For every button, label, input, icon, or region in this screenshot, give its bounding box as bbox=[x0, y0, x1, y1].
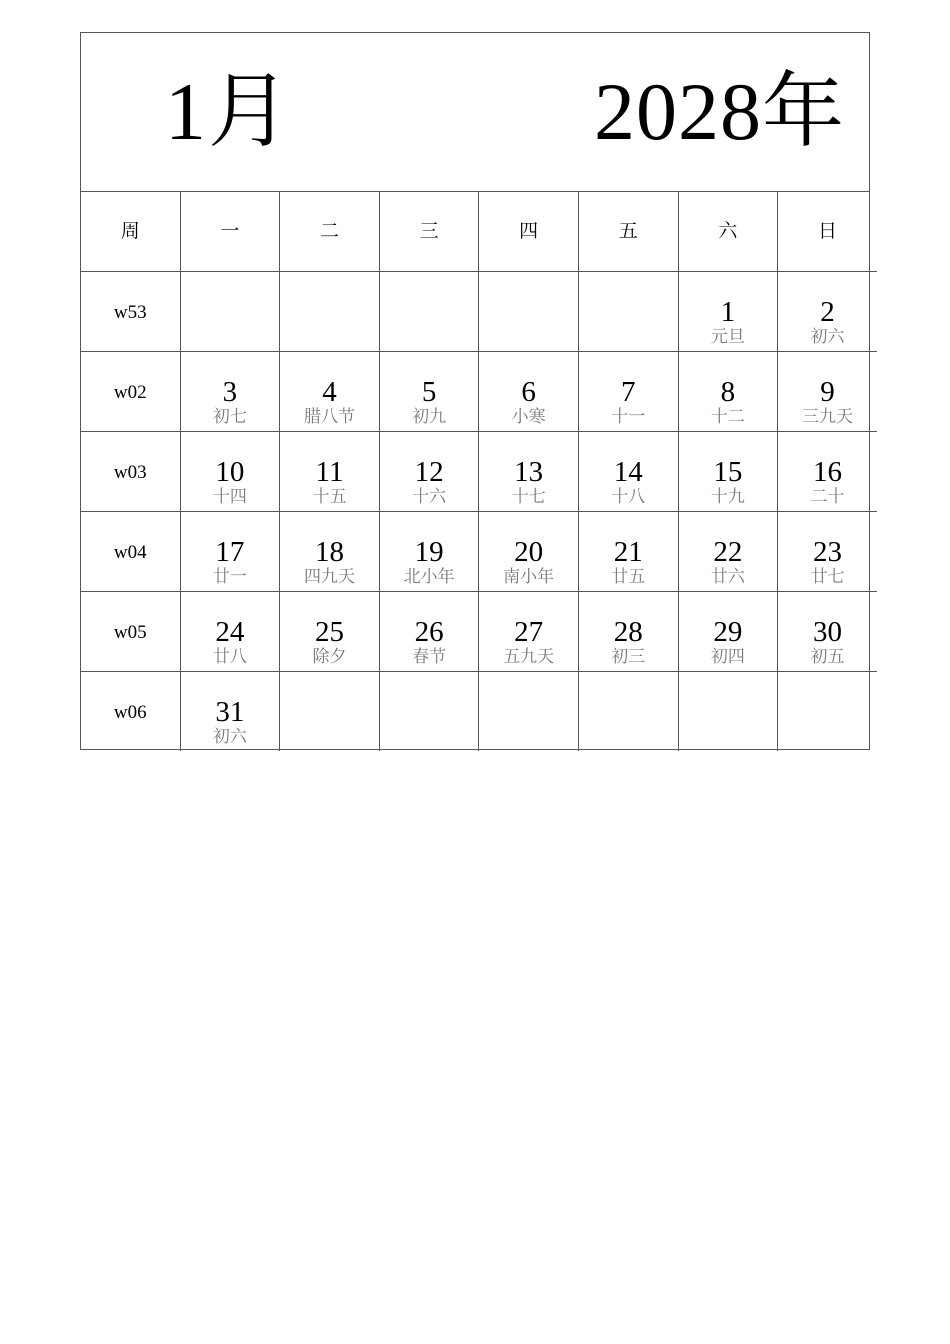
empty-day-cell bbox=[379, 672, 479, 752]
calendar-header bbox=[81, 33, 869, 192]
day-cell bbox=[778, 272, 877, 352]
week-number: w02 bbox=[113, 382, 147, 403]
empty-day-cell bbox=[280, 272, 380, 352]
day-cell bbox=[678, 592, 778, 672]
lunar-date: 除夕 bbox=[312, 647, 347, 667]
day-number: 6 bbox=[521, 376, 536, 408]
lunar-date: 初五 bbox=[810, 647, 845, 667]
lunar-date: 十九 bbox=[710, 487, 745, 507]
week-row bbox=[81, 672, 877, 752]
day-cell bbox=[778, 592, 877, 672]
day-number: 19 bbox=[414, 536, 444, 568]
weekday-week-column: 周 bbox=[81, 192, 180, 272]
weekday-sun: 日 bbox=[778, 192, 877, 272]
week-number-cell bbox=[81, 672, 180, 752]
lunar-date: 四九天 bbox=[303, 567, 355, 587]
lunar-date: 腊八节 bbox=[303, 407, 355, 427]
day-cell bbox=[180, 432, 280, 512]
day-cell bbox=[479, 432, 579, 512]
day-cell bbox=[280, 432, 380, 512]
day-number: 16 bbox=[812, 456, 842, 488]
lunar-date: 十六 bbox=[412, 487, 447, 507]
weekday-tue: 二 bbox=[280, 192, 380, 272]
day-cell bbox=[578, 512, 678, 592]
day-number: 21 bbox=[613, 536, 643, 568]
day-number: 3 bbox=[222, 376, 238, 408]
lunar-date: 初三 bbox=[611, 647, 646, 667]
lunar-date: 五九天 bbox=[503, 647, 555, 667]
lunar-date: 元旦 bbox=[710, 327, 745, 347]
week-number-cell bbox=[81, 432, 180, 512]
lunar-date: 初七 bbox=[212, 407, 247, 427]
lunar-date: 廿八 bbox=[212, 647, 247, 667]
day-number: 7 bbox=[621, 376, 636, 408]
day-cell bbox=[180, 352, 280, 432]
empty-day-cell bbox=[379, 272, 479, 352]
weekday-fri: 五 bbox=[578, 192, 678, 272]
day-number: 5 bbox=[421, 376, 437, 408]
day-number: 14 bbox=[613, 456, 643, 488]
week-number: w05 bbox=[113, 622, 147, 643]
day-cell bbox=[778, 512, 877, 592]
lunar-date: 南小年 bbox=[503, 567, 555, 587]
week-number: w06 bbox=[113, 702, 147, 723]
week-number-cell bbox=[81, 592, 180, 672]
day-number: 20 bbox=[514, 536, 544, 568]
week-number-cell bbox=[81, 272, 180, 352]
day-cell bbox=[180, 592, 280, 672]
day-number: 17 bbox=[215, 536, 245, 568]
day-number: 30 bbox=[812, 616, 842, 648]
day-number: 26 bbox=[414, 616, 444, 648]
empty-day-cell bbox=[280, 672, 380, 752]
lunar-date: 初四 bbox=[710, 647, 745, 667]
empty-day-cell bbox=[678, 672, 778, 752]
day-cell bbox=[180, 672, 280, 752]
month-title: 1月 bbox=[165, 66, 293, 157]
weekday-sat: 六 bbox=[678, 192, 778, 272]
lunar-date: 春节 bbox=[412, 647, 447, 667]
empty-day-cell bbox=[479, 272, 579, 352]
day-number: 11 bbox=[315, 456, 344, 488]
day-cell bbox=[578, 352, 678, 432]
lunar-date: 廿七 bbox=[810, 567, 845, 587]
week-row bbox=[81, 272, 877, 352]
day-number: 22 bbox=[713, 536, 743, 568]
day-number: 23 bbox=[812, 536, 842, 568]
day-number: 31 bbox=[215, 696, 245, 728]
week-row bbox=[81, 352, 877, 432]
day-cell bbox=[479, 512, 579, 592]
lunar-date: 十二 bbox=[710, 407, 745, 427]
lunar-date: 廿五 bbox=[611, 567, 646, 587]
day-number: 12 bbox=[414, 456, 444, 488]
lunar-date: 十一 bbox=[611, 407, 646, 427]
day-cell bbox=[379, 432, 479, 512]
day-cell bbox=[678, 432, 778, 512]
day-cell bbox=[678, 272, 778, 352]
lunar-date: 廿六 bbox=[710, 567, 745, 587]
day-number: 10 bbox=[215, 456, 245, 488]
weekday-thu: 四 bbox=[479, 192, 579, 272]
lunar-date: 初九 bbox=[412, 407, 447, 427]
day-cell bbox=[479, 592, 579, 672]
day-cell bbox=[678, 352, 778, 432]
day-number: 1 bbox=[720, 296, 736, 328]
day-number: 24 bbox=[215, 616, 245, 648]
lunar-date: 初六 bbox=[212, 727, 247, 747]
lunar-date: 十八 bbox=[611, 487, 646, 507]
day-number: 27 bbox=[514, 616, 544, 648]
week-number: w04 bbox=[113, 542, 147, 563]
calendar-grid bbox=[81, 192, 877, 751]
weekday-wed: 三 bbox=[379, 192, 479, 272]
day-cell bbox=[180, 512, 280, 592]
lunar-date: 三九天 bbox=[801, 407, 853, 427]
empty-day-cell bbox=[180, 272, 280, 352]
day-number: 8 bbox=[720, 376, 736, 408]
week-number-cell bbox=[81, 352, 180, 432]
day-cell bbox=[280, 352, 380, 432]
day-cell bbox=[678, 512, 778, 592]
day-number: 15 bbox=[713, 456, 743, 488]
day-cell bbox=[479, 352, 579, 432]
empty-day-cell bbox=[578, 672, 678, 752]
empty-day-cell bbox=[479, 672, 579, 752]
day-cell bbox=[578, 432, 678, 512]
week-number: w03 bbox=[113, 462, 147, 483]
empty-day-cell bbox=[578, 272, 678, 352]
day-cell bbox=[778, 432, 877, 512]
day-number: 9 bbox=[820, 376, 835, 408]
lunar-date: 十七 bbox=[511, 487, 546, 507]
weekday-header-row bbox=[81, 192, 877, 272]
day-number: 13 bbox=[514, 456, 544, 488]
day-number: 29 bbox=[713, 616, 743, 648]
day-number: 28 bbox=[613, 616, 643, 648]
day-number: 25 bbox=[314, 616, 344, 648]
week-row bbox=[81, 432, 877, 512]
lunar-date: 十五 bbox=[312, 487, 347, 507]
day-number: 4 bbox=[322, 376, 337, 408]
day-cell bbox=[578, 592, 678, 672]
day-number: 2 bbox=[820, 296, 835, 328]
day-cell bbox=[379, 512, 479, 592]
lunar-date: 二十 bbox=[810, 487, 845, 507]
week-number-cell bbox=[81, 512, 180, 592]
lunar-date: 十四 bbox=[212, 487, 247, 507]
day-cell bbox=[379, 352, 479, 432]
year-title: 2028年 bbox=[593, 66, 845, 157]
calendar bbox=[80, 32, 870, 750]
day-cell bbox=[778, 352, 877, 432]
empty-day-cell bbox=[778, 672, 877, 752]
lunar-date: 小寒 bbox=[511, 407, 546, 427]
day-cell bbox=[379, 592, 479, 672]
day-cell bbox=[280, 512, 380, 592]
week-number: w53 bbox=[113, 302, 147, 323]
week-row bbox=[81, 592, 877, 672]
weekday-mon: 一 bbox=[180, 192, 280, 272]
day-number: 18 bbox=[314, 536, 344, 568]
lunar-date: 初六 bbox=[810, 327, 845, 347]
day-cell bbox=[280, 592, 380, 672]
lunar-date: 北小年 bbox=[403, 567, 455, 587]
lunar-date: 廿一 bbox=[212, 567, 247, 587]
week-row bbox=[81, 512, 877, 592]
